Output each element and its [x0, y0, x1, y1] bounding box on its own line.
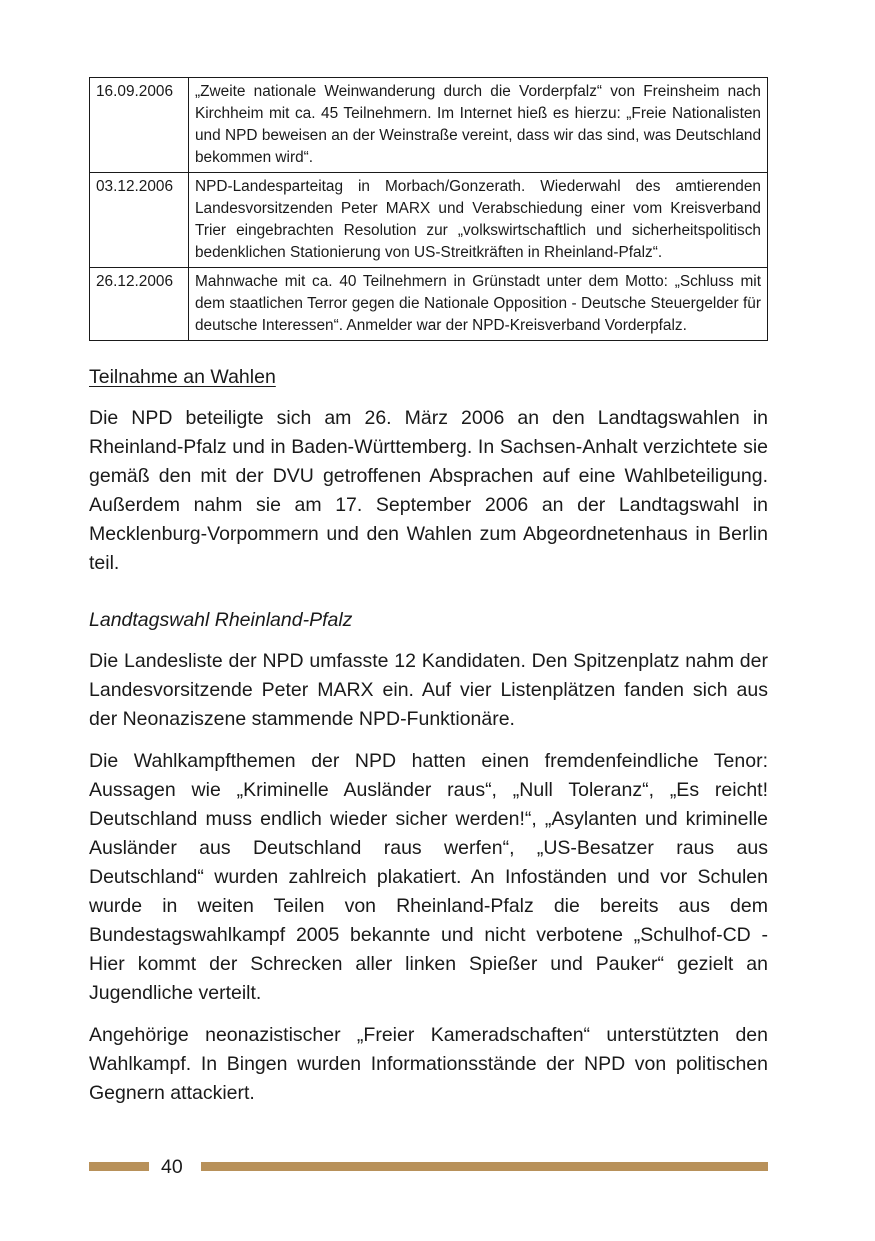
body-paragraph: Angehörige neonazistischer „Freier Kameradschaften“ unterstützten den Wahlkampf. In Bingen wurden Informationsstände der NPD von politischen Gegnern attackiert.	[89, 1024, 768, 1104]
footer-accent-bar-right	[201, 1162, 768, 1171]
body-paragraph: Die Landesliste der NPD umfasste 12 Kandidaten. Den Spitzenplatz nahm der Landesvorsitzende Peter MARX ein. Auf vier Listenplätzen fanden sich aus der Neonaziszene stammende NPD-Funktionäre.	[89, 650, 768, 730]
subsection-heading: Landtagswahl Rheinland-Pfalz	[89, 609, 353, 631]
table-cell-date: 16.09.2006	[90, 78, 189, 173]
section-heading: Teilnahme an Wahlen	[89, 366, 276, 388]
body-paragraph: Die Wahlkampfthemen der NPD hatten einen fremdenfeindliche Tenor: Aussagen wie „Kriminelle Ausländer raus“, „Null Toleranz“, „Es reicht! Deutschland muss endlich wieder sicher werden!“, „Asylanten und kriminelle Ausländer aus Deutschland raus werfen“, „US-Besatzer raus aus Deutschland“ wurden zahlreich plakatiert. An Infoständen und vor Schulen wurde in weiten Teilen von Rheinland-Pfalz die bereits aus dem Bundestagswahlkampf 2005 bekannte und nicht verbotene „Schulhof-CD - Hier kommt der Schrecken aller linken Spießer und Pauker“ gezielt an Jugendliche verteilt.	[89, 750, 768, 1004]
table-row	[90, 173, 768, 268]
table-row	[90, 78, 768, 173]
page-footer	[89, 1154, 768, 1180]
table-cell-description: „Zweite nationale Weinwanderung durch die Vorderpfalz“ von Freinsheim nach Kirchheim mit ca. 45 Teilnehmern. Im Internet hieß es hierzu: „Freie Nationalisten und NPD beweisen an der Weinstraße vereint, dass wir das sind, was Deutschland bekommen wird“.	[189, 78, 768, 173]
footer-accent-bar-left	[89, 1162, 149, 1171]
table-cell-date: 26.12.2006	[90, 268, 189, 341]
events-table	[89, 77, 768, 341]
table-cell-description: Mahnwache mit ca. 40 Teilnehmern in Grünstadt unter dem Motto: „Schluss mit dem staatlichen Terror gegen die Nationale Opposition - Deutsche Steuergelder für deutsche Interessen“. Anmelder war der NPD-Kreisverband Vorderpfalz.	[189, 268, 768, 341]
table-cell-date: 03.12.2006	[90, 173, 189, 268]
table-row	[90, 268, 768, 341]
page-number: 40	[161, 1156, 183, 1178]
document-page	[89, 77, 768, 1108]
section-paragraph: Die NPD beteiligte sich am 26. März 2006 an den Landtagswahlen in Rheinland-Pfalz und in Baden-Württemberg. In Sachsen-Anhalt verzichtete sie gemäß den mit der DVU getroffenen Absprachen auf eine Wahlbeteiligung. Außerdem nahm sie am 17. September 2006 an der Landtagswahl in Mecklenburg-Vorpommern und den Wahlen zum Abgeordnetenhaus in Berlin teil.	[89, 407, 768, 574]
table-cell-description: NPD-Landesparteitag in Morbach/Gonzerath. Wiederwahl des amtierenden Landesvorsitzenden Peter MARX und Verabschiedung einer vom Kreisverband Trier eingebrachten Resolution zur „volkswirtschaftlich und sicherheitspolitisch bedenklichen Stationierung von US-Streitkräften in Rheinland-Pfalz“.	[189, 173, 768, 268]
